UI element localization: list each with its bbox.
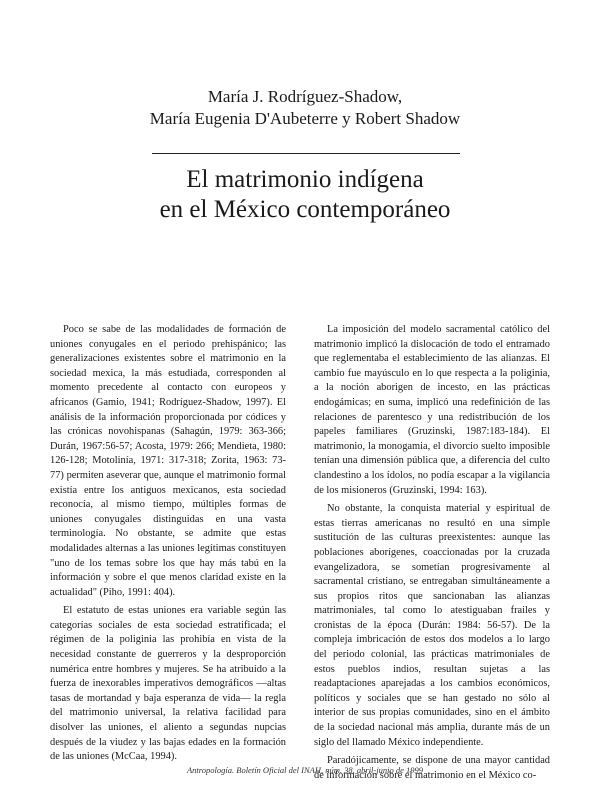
left-column [50,323,286,769]
title-line-1: El matrimonio indígena [186,166,424,193]
paragraph: Poco se sabe de las modalidades de formación de uniones conyugales en el periodo prehispánico; las generalizaciones existentes sobre el matrimonio en la sociedad mexica, la más estudiada, corresponden al momento precedente al contacto con europeos y africanos (Gamio, 1941; Rodríguez-Shadow, 1997). El análisis de la información proporcionada por códices y las crónicas novohispanas (Sahagún, 1979: 363-366; Durán, 1967:56-57; Acosta, 1979: 266; Mendieta, 1980: 126-128; Motolinía, 1971: 317-318; Zorita, 1963: 73-77) permiten aseverar que, aunque el matrimonio formal existía entre los antiguos mexicanos, esta sociedad reconocía, al mismo tiempo, múltiples formas de uniones conyugales distinguidas en una vasta terminología. No obstante, se admite que estas modalidades alternas a las uniones legítimas constituyen "uno de los temas sobre los que hay más tabú en la información y sobre el que menos claridad existe en la actualidad" (Piho, 1991: 404). [50,324,286,598]
author-line-1: María J. Rodríguez-Shadow, [207,87,403,106]
paragraph: La imposición del modelo sacramental católico del matrimonio implicó la dislocación de todo el entramado que reglementaba el establecimiento de las alianzas. El cambio fue mayúsculo en lo que respecta a la poliginia, a la noción aborigen de incesto, en las prácticas endogámicas; en suma, implicó una redefinición de las relaciones de parentesco y una redistribución de los papeles familiares (Gruzinski, 1987:183-184). El matrimonio, la monogamia, el divorcio suelto imposible tenían una dimensión pública que, a diferencia del culto clandestino a los ídolos, no podía escapar a la vigilancia de los misioneros (Gruzinski, 1994: 163). [314,324,550,496]
article-title [0,165,610,225]
page-footer: Antropología. Boletín Oficial del INAH, núm. 38, abril-junio de 1999 [186,765,423,775]
paragraph: El estatuto de estas uniones era variable según las categorías sociales de esta sociedad estratificada; el régimen de la poliginia las prohibía en vista de la necesidad constante de guerreros y la desproporción numérica entre hombres y mujeres. Se ha atribuido a la fuerza de inexorables imperativos demográficos —altas tasas de mortandad y baja esperanza de vida— la regla del matrimonio universal, la relativa facilidad para disolver las uniones, el aliento a segundas nupcias después de la viudez y las bajas edades en la formación de las uniones (McCaa, 1994). [50,605,286,763]
title-line-2: en el México contemporáneo [159,196,451,223]
author-line-2: María Eugenia D'Aubeterre y Robert Shadow [149,109,461,128]
paragraph: Paradójicamente, se dispone de una mayor cantidad de información sobre el matrimonio en el México co- [314,755,550,781]
right-column [314,323,550,787]
author-list [0,86,610,130]
title-divider [152,153,460,154]
paragraph: No obstante, la conquista material y espiritual de estas tierras americanas no resultó en una simple sustitución de las culturas preexistentes: aunque las poblaciones aborígenes, coaccionadas por la cruzada evangelizadora, se sometían progresivamente al sacramental cristiano, se entregaban simultáneamente a sus propios ritos que sancionaban las alianzas matrimoniales, tal como lo atestiguaban frailes y cronistas de la época (Durán: 1984: 56-57). De la compleja imbricación de estos dos modelos a lo largo del periodo colonial, las prácticas matrimoniales de estos pueblos indios, resultan sujetas a las readaptaciones aparejadas a los cambios económicos, políticos y sociales que se han gestado no sólo al interior de sus propias comunidades, sino en el ámbito de la sociedad nacional más amplia, durante más de un siglo del llamado México independiente. [314,503,550,748]
